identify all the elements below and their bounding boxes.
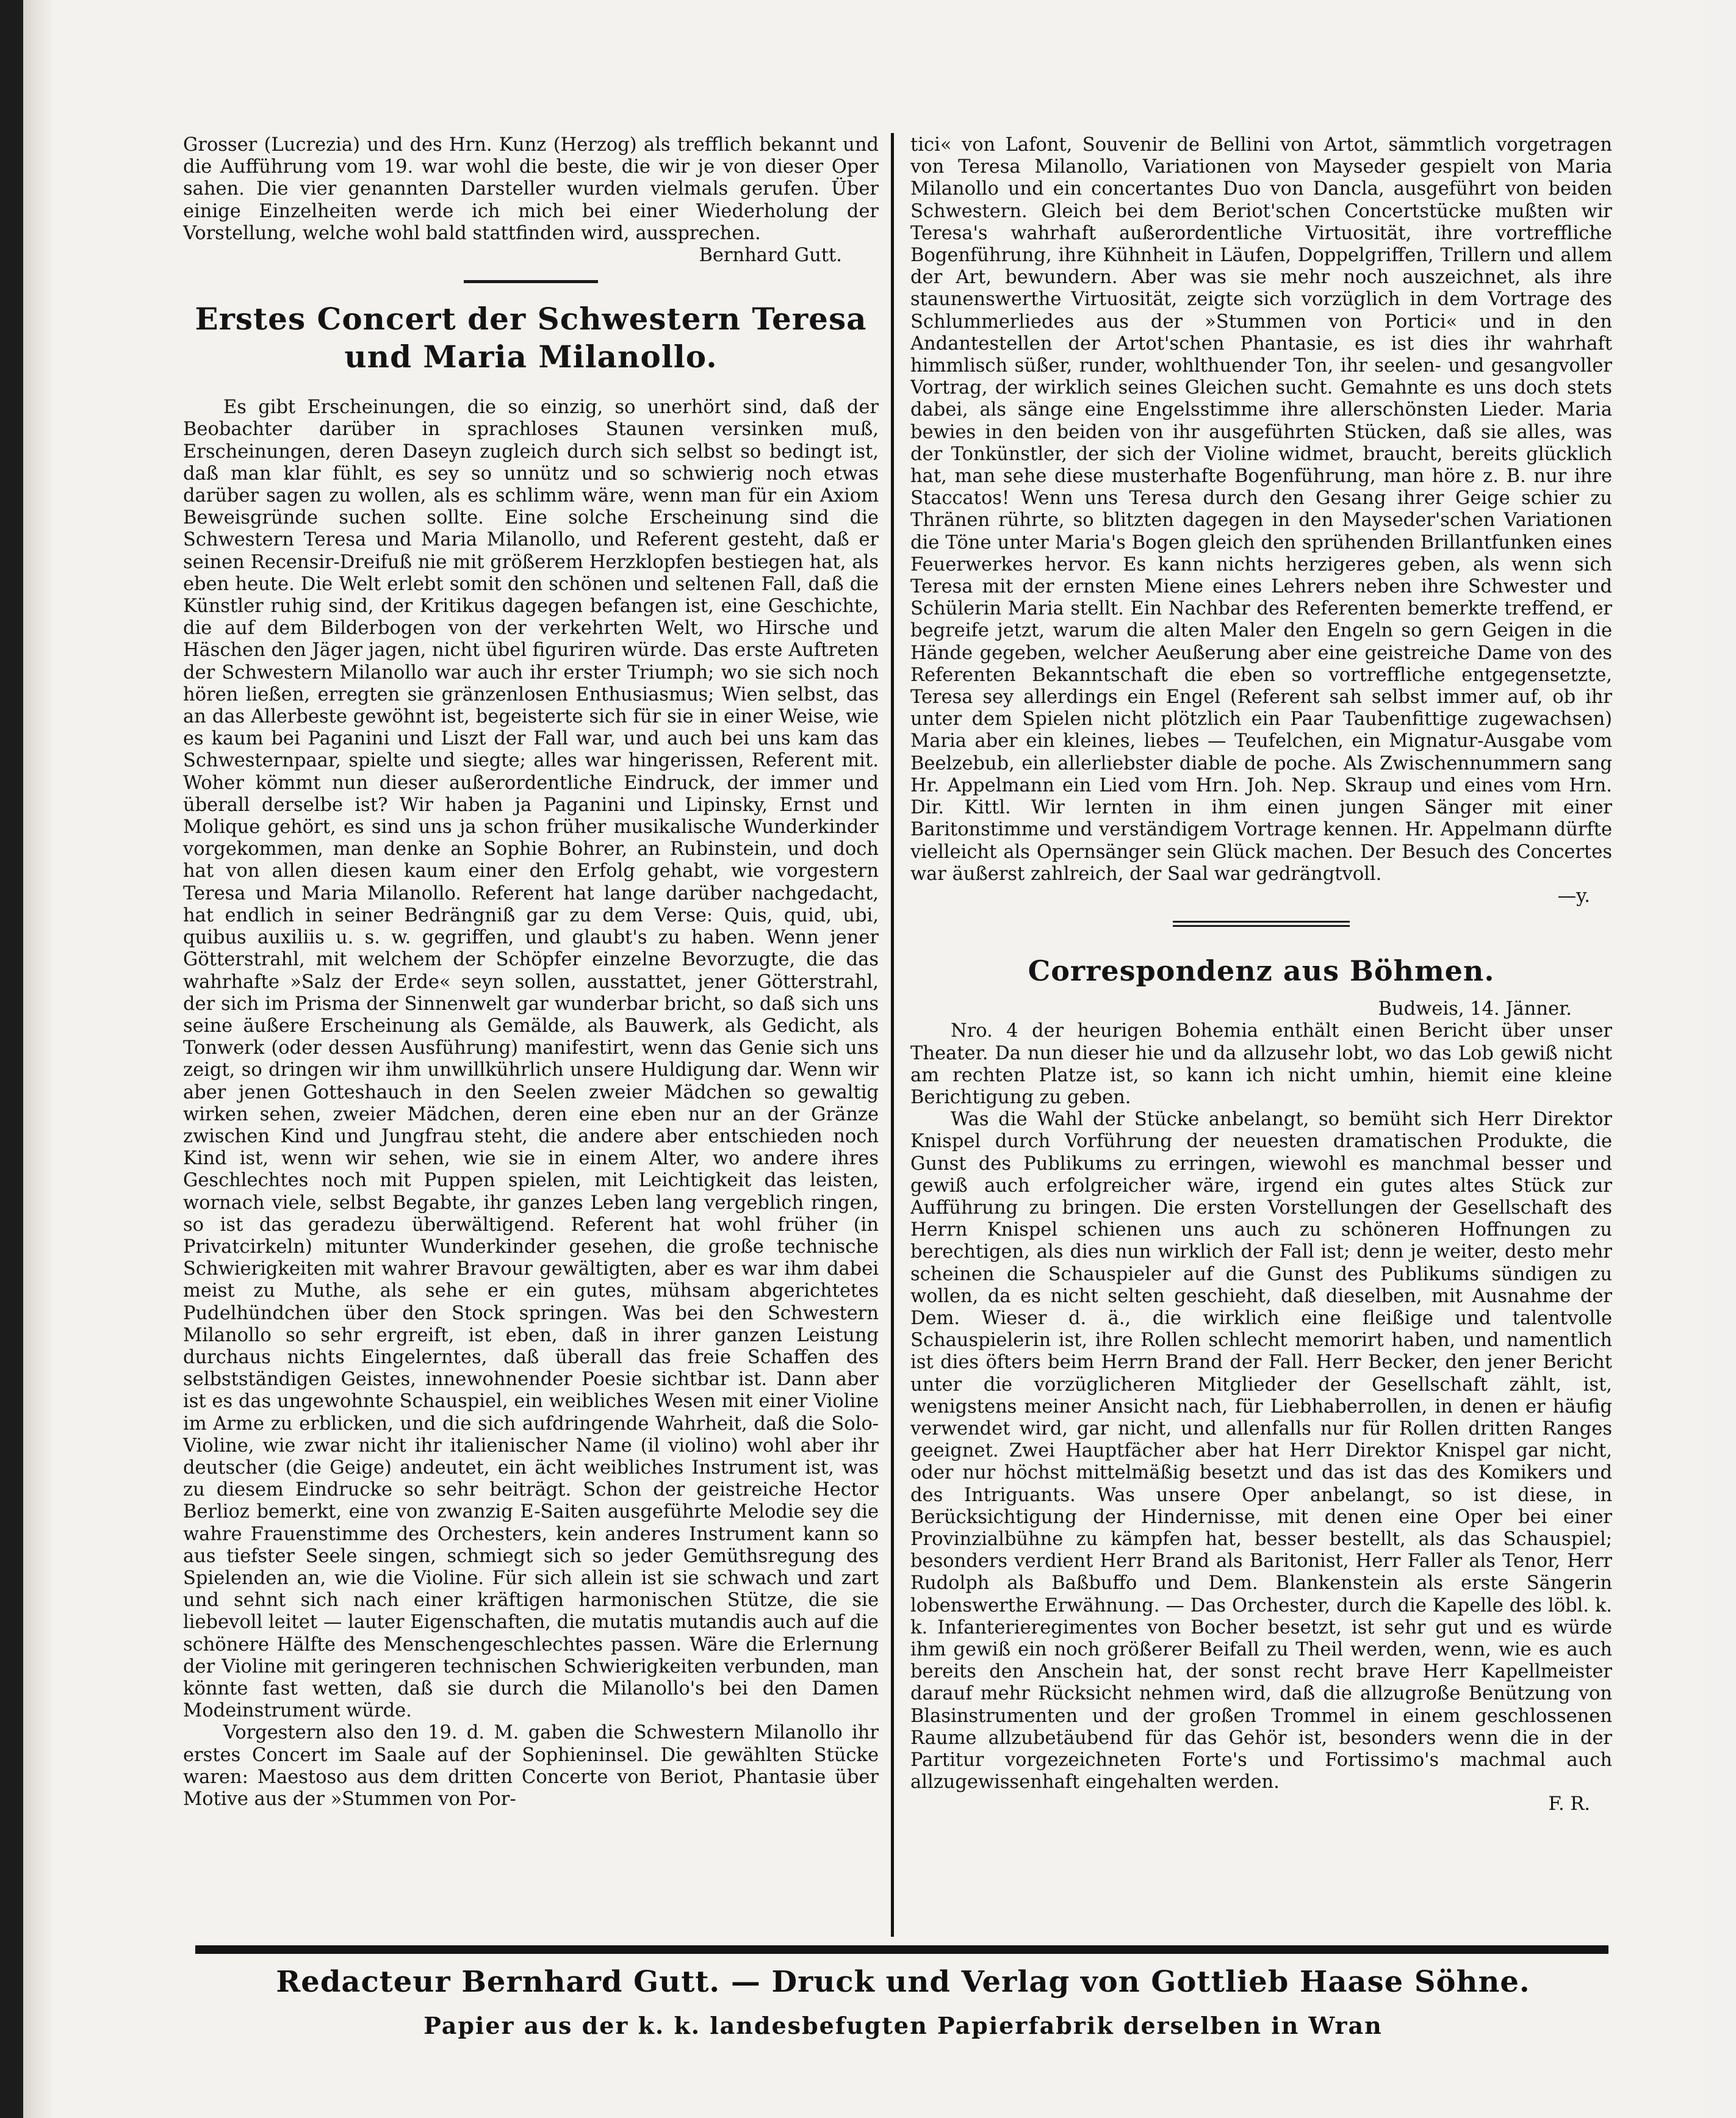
section-double-rule xyxy=(1173,921,1350,923)
dateline: Budweis, 14. Jänner. xyxy=(1378,998,1572,1020)
intro-signature: Bernhard Gutt. xyxy=(699,245,842,267)
paper-mill-line: Papier aus der k. k. landesbefugten Papierfabrik derselben in Wran xyxy=(423,2012,1383,2039)
page-edge xyxy=(1704,0,1736,2118)
correspondence-paragraph-1: Nro. 4 der heurigen Bohemia enthält einen Bericht über unser Theater. Da nun dieser hie und da allzusehr lobt, wo das Lob gewiß nicht am rechten Platze ist, so kann ich nicht umhin, hiemit eine kleine Berichtigung zu geben. xyxy=(910,1020,1612,1108)
concert-continuation: tici« von Lafont, Souvenir de Bellini von Artot, sämmtlich vorgetragen von Teresa Milanollo, Variationen von Mayseder gespielt von Maria Milanollo und ein concertantes Duo von Dancla, ausgeführt von beiden Schwestern. Gleich bei dem Beriot'schen Concertstücke mußten wir Teresa's wahrhaft außerordentliche Virtuosität, ihre vortreffliche Bogenführung, ihre Kühnheit in Läufen, Doppelgriffen, Trillern und allem der Art, bewundern. Aber was sie mehr noch auszeichnet, als ihre staunenswerthe Virtuosität, zeigte sich vorzüglich in dem Vortrage des Schlummerliedes aus der »Stummen von Portici« und in den Andantestellen der Artot'schen Phantasie, es ist dies ihr wahrhaft himmlisch süßer, runder, wohlthuender Ton, ihr seelen- und gesangvoller Vortrag, der wirklich seines Gleichen sucht. Gemahnte es uns doch stets dabei, als sänge eine Engelsstimme ihre allerschönsten Lieder. Maria bewies in den beiden von ihr ausgeführten Stücken, daß sie alles, was der Tonkünstler, der sich der Violine widmet, braucht, bereits glücklich hat, man sehe diese musterhafte Bogenführung, man höre z. B. nur ihre Staccatos! Wenn uns Teresa durch den Gesang ihrer Geige schier zu Thränen rührte, so blitzten dagegen in den Mayseder'schen Variationen die Töne unter Maria's Bogen gleich den sprühenden Brillantfunken eines Feuerwerkes hervor. Es kann nichts herzigeres geben, als wenn sich Teresa mit der ernsten Miene eines Lehrers neben ihre Schwester und Schülerin Maria stellt. Ein Nachbar des Referenten bemerkte treffend, er begreife jetzt, warum die alten Maler den Engeln so gern Geigen in die Hände gegeben, welcher Aeußerung aber eine geistreiche Dame von des Referenten Bekanntschaft die eben so vortreffliche entgegensetzte, Teresa sey allerdings ein Engel (Referent sah selbst immer auf, ob ihr unter dem Spielen nicht plötzlich ein Paar Taubenfittige zugewachsen) Maria aber ein kleines, liebes — Teufelchen, ein Mignatur-Ausgabe vom Beelzebub, ein allerliebster diable de poche. Als Zwischennummern sang Hr. Appelmann ein Lied vom Hrn. Joh. Nep. Skraup und eines vom Hrn. Dir. Kittl. Wir lernten in ihm einen jungen Sänger mit einer Baritonstimme und verständigem Vortrage kennen. Hr. Appelmann dürfte vielleicht als Opernsänger sein Glück machen. Der Besuch des Concertes war äußerst zahlreich, der Saal war gedrängtvoll. xyxy=(910,134,1612,885)
concert-paragraph-1: Es gibt Erscheinungen, die so einzig, so unerhört sind, daß der Beobachter darüber in sprachloses Staunen versinken muß, Erscheinungen, deren Daseyn zugleich durch sich selbst so bedingt ist, daß man klar fühlt, es sey so unnütz und so schwierig noch etwas darüber sagen zu wollen, als es schlimm wäre, wenn man für ein Axiom Beweisgründe suchen sollte. Eine solche Erscheinung sind die Schwestern Teresa und Maria Milanollo, und Referent gesteht, daß er seinen Recensir-Dreifuß nie mit größerem Herzklopfen bestiegen hat, als eben heute. Die Welt erlebt somit den schönen und seltenen Fall, daß die Künstler ruhig sind, der Kritikus dagegen befangen ist, eine Geschichte, die auf dem Bilderbogen von der verkehrten Welt, wo Hirsche und Häschen den Jäger jagen, nicht übel figuriren würde. Das erste Auftreten der Schwestern Milanollo war auch ihr erster Triumph; wo sie sich noch hören ließen, erregten sie gränzenlosen Enthusiasmus; Wien selbst, das an das Allerbeste gewöhnt ist, begeisterte sich für sie in einer Weise, wie es kaum bei Paganini und Liszt der Fall war, und auch bei uns kam das Schwesternpaar, spielte und siegte; alles war hingerissen, Referent mit. Woher kömmt nun dieser außerordentliche Eindruck, der immer und überall derselbe ist? Wir haben ja Paganini und Lipinsky, Ernst und Molique gehört, es sind uns ja schon früher musikalische Wunderkinder vorgekommen, man denke an Sophie Bohrer, an Rubinstein, und doch hat von allen diesen kaum einer den Erfolg gehabt, wie vorgestern Teresa und Maria Milanollo. Referent hat lange darüber nachgedacht, hat endlich in seiner Bedrängniß gar zu dem Verse: Quis, quid, ubi, quibus auxiliis u. s. w. gegriffen, und glaubt's zu haben. Wenn jener Götterstrahl, mit welchem der Schöpfer einzelne Bevorzugte, die das wahrhafte »Salz der Erde« seyn sollen, ausstattet, jener Götterstrahl, der sich im Prisma der Sinnenwelt gar wunderbar bricht, so daß sich uns seine äußere Erscheinung als Gemälde, als Bauwerk, als Gedicht, als Tonwerk (oder dessen Ausführung) manifestirt, wenn das Genie sich uns zeigt, so dringen wir ihm unwillkührlich unsere Huldigung dar. Wenn wir aber jenen Gotteshauch in den Seelen zweier Mädchen so gewaltig wirken sehen, zweier Mädchen, deren eine eben nur an der Gränze zwischen Kind und Jungfrau steht, die andere aber entschieden noch Kind ist, wenn wir sehen, wie sie in einem Alter, wo andere ihres Geschlechtes noch mit Puppen spielen, mit Leichtigkeit das leisten, wornach viele, selbst Begabte, ihr ganzes Leben lang vergeblich ringen, so ist das geradezu überwältigend. Referent hat wohl früher (in Privatcirkeln) mitunter Wunderkinder gesehen, die große technische Schwierigkeiten mit wahrer Bravour gewältigten, aber es war ihm dabei meist zu Muthe, als sehe er ein gutes, mühsam abgerichtetes Pudelhündchen über den Stock springen. Was bei den Schwestern Milanollo so sehr ergreift, ist eben, daß in ihrer ganzen Leistung durchaus nichts Eingelerntes, daß überall das freie Schaffen des selbstständigen Geistes, innewohnender Poesie sichtbar ist. Dann aber ist es das ungewohnte Schauspiel, ein weibliches Wesen mit einer Violine im Arme zu erblicken, und die sich aufdringende Wahrheit, daß die Solo-Violine, wie zwar nicht ihr italienischer Name (il violino) wohl aber ihr deutscher (die Geige) andeutet, ein ächt weibliches Instrument ist, was zu diesem Eindrucke so sehr beiträgt. Schon der geistreiche Hector Berlioz bemerkt, eine von zwanzig E-Saiten ausgeführte Melodie sey die wahre Frauenstimme des Orchesters, kein anderes Instrument kann so aus tiefster Seele singen, schmiegt sich so jeder Gemüthsregung des Spielenden an, wie die Violine. Für sich allein ist sie schwach und zart und sehnt sich nach einer kräftigen harmonischen Stütze, die sie liebevoll leitet — lauter Eigenschaften, die mutatis mutandis auch auf die schönere Hälfte des Menschengeschlechtes passen. Wäre die Erlernung der Violine mit geringeren technischen Schwierigkeiten verbunden, man könnte fast wetten, daß sie durch die Milanollo's bei den Damen Modeinstrument würde. xyxy=(183,397,879,1722)
correspondence-heading: Correspondenz aus Böhmen. xyxy=(1028,954,1495,988)
intro-paragraph: Grosser (Lucrezia) und des Hrn. Kunz (Herzog) als trefflich bekannt und die Aufführung vom 19. war wohl die beste, die wir je von dieser Oper sahen. Die vier genannten Darsteller wurden vielmals gerufen. Über einige Einzelheiten werde ich mich bei einer Wiederholung der Vorstellung, welche wohl bald stattfinden wird, aussprechen. xyxy=(183,134,879,244)
footer-rule xyxy=(195,1945,1608,1954)
section-rule xyxy=(464,280,598,283)
concert-heading: Erstes Concert der Schwestern Teresa und Maria Milanollo. xyxy=(195,301,867,375)
column-divider xyxy=(891,133,894,1937)
concert-signature: —y. xyxy=(1557,885,1590,907)
left-column xyxy=(183,134,879,1922)
imprint-line: Redacteur Bernhard Gutt. — Druck und Verlag von Gottlieb Haase Söhne. xyxy=(276,1965,1530,1999)
right-column xyxy=(910,134,1612,1922)
concert-paragraph-2: Vorgestern also den 19. d. M. gaben die Schwestern Milanollo ihr erstes Concert im Saale auf der Sophieninsel. Die gewählten Stücke waren: Maestoso aus dem dritten Concerte von Beriot, Phantasie über Motive aus der »Stummen von Por- xyxy=(183,1722,879,1810)
correspondence-signature: F. R. xyxy=(1548,1793,1590,1815)
correspondence-paragraph-2: Was die Wahl der Stücke anbelangt, so bemüht sich Herr Direktor Knispel durch Vorführung der neuesten dramatischen Produkte, die Gunst des Publikums zu erringen, wiewohl es manchmal besser und gewiß auch erfolgreicher wäre, irgend ein gutes altes Stück zur Aufführung zu bringen. Die ersten Vorstellungen der Gesellschaft des Herrn Knispel schienen uns auch zu schöneren Hoffnungen zu berechtigen, als dies nun wirklich der Fall ist; denn je weiter, desto mehr scheinen die Schauspieler auf die Gunst des Publikums sündigen zu wollen, da es nicht selten geschieht, daß dieselben, mit Ausnahme der Dem. Wieser d. ä., die wirklich eine fleißige und talentvolle Schauspielerin ist, ihre Rollen schlecht memorirt haben, und namentlich ist dies öfters beim Herrn Brand der Fall. Herr Becker, den jener Bericht unter die vorzüglicheren Mitglieder der Gesellschaft zählt, ist, wenigstens meiner Ansicht nach, für Liebhaberrollen, in denen er häufig verwendet wird, gar nicht, und allenfalls nur für Rollen dritten Ranges geeignet. Zwei Hauptfächer aber hat Herr Direktor Knispel gar nicht, oder nur höchst mittelmäßig besetzt und das ist das des Komikers und des Intriguants. Was unsere Oper anbelangt, so ist diese, in Berücksichtigung der Hindernisse, mit denen eine Oper bei einer Provinzialbühne zu kämpfen hat, besser bestellt, als das Schauspiel; besonders verdient Herr Brand als Baritonist, Herr Faller als Tenor, Herr Rudolph als Baßbuffo und Dem. Blankenstein als erste Sängerin lobenswerthe Erwähnung. — Das Orchester, durch die Kapelle des löbl. k. k. Infanterieregimentes von Bocher besetzt, ist sehr gut und es würde ihm gewiß ein noch größerer Beifall zu Theil werden, wenn, wie es auch bereits den Anschein hat, der sonst recht brave Herr Kapellmeister darauf mehr Rücksicht nehmen wird, daß die allzugroße Benützung von Blasinstrumenten und der großen Trommel in einem geschlossenen Raume allzubetäubend für das Gehör ist, besonders wenn die in der Partitur vorgezeichneten Forte's und Fortissimo's machmal auch allzugewissenhaft eingehalten werden. xyxy=(910,1109,1612,1793)
page-binding-shadow xyxy=(23,0,54,2118)
